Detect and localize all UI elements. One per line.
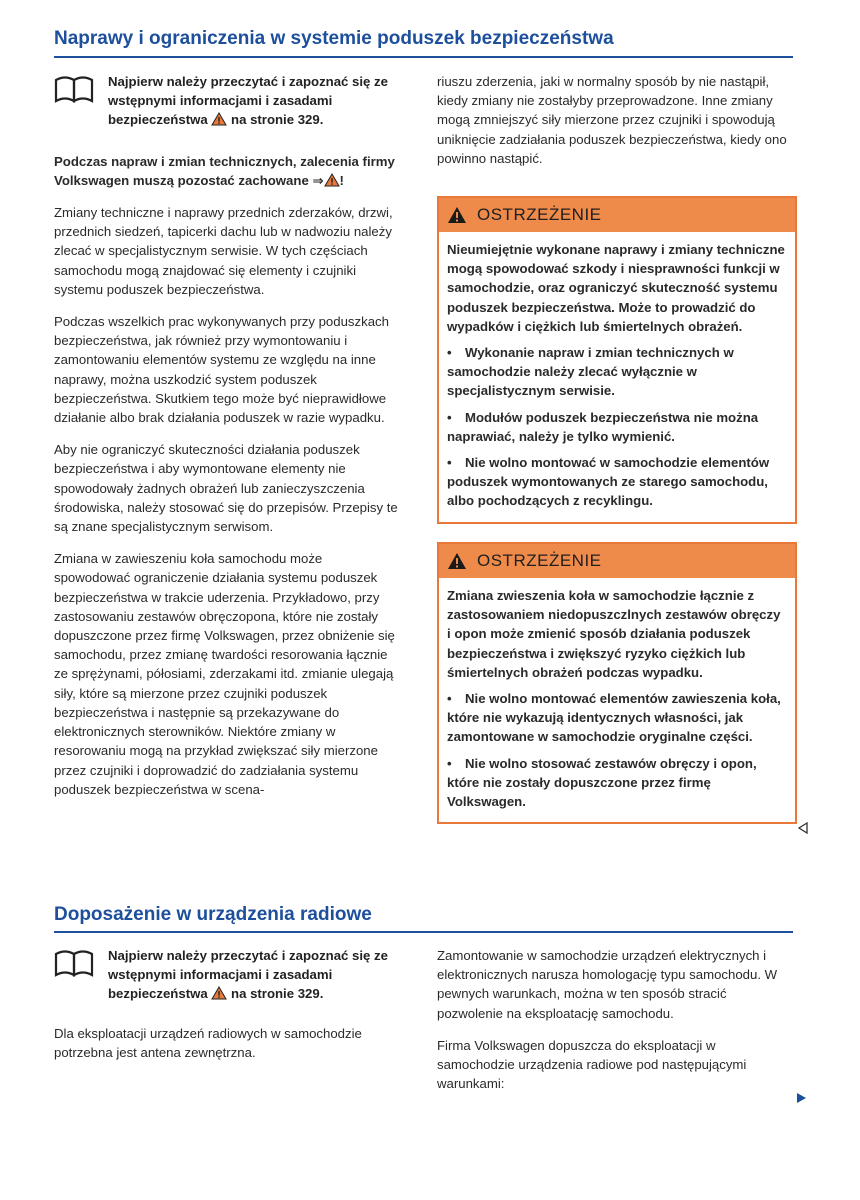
warning-bullet: • Nie wolno montować w samochodzie elementów poduszek wymontowanych ze starego samochodu, albo pochodzących z recyklingu. <box>447 455 770 509</box>
intro-text: Najpierw należy przeczytać i zapoznać się ze wstępnymi informacjami i zasadami bezpieczeństwa na stronie 329. <box>108 74 388 128</box>
right-column-text <box>437 72 793 181</box>
warning-bullet: • Nie wolno montować elementów zawieszenia koła, które nie wykazują identycznych własności, jak zamontowane w samochodzie oryginalne części. <box>447 691 781 745</box>
section-title-airbag-repairs: Naprawy i ograniczenia w systemie poduszek bezpieczeństwa <box>54 28 614 49</box>
warning-triangle-icon <box>211 986 227 1000</box>
paragraph-suspension: Zmiana w zawieszeniu koła samochodu może spowodować ograniczenie działania systemu poduszek bezpieczeństwa w trakcie uderzenia. Przykładowo, przy zastosowaniu zestawów obręczopona, które nie zostały dopuszczone przez firmę Volkswagen, przez obniżenie się samochodu, przez zmianę twardości resorowania łącznie ze sprężynami, półosiami, zderzakami itd. zmianie ulegają siły, które są mierzone przez czujniki poduszek bezpieczeństwa i następnie są przekazywane do elektronicznych sterowników. Niektóre zmiany w resorowaniu mogą na przykład zwiększać siły mierzone przez czujniki i doprowadzić do zadziałania systemu poduszek bezpieczeństwa w scena- <box>54 551 395 797</box>
warning-box-repairs <box>437 196 797 524</box>
warning-triangle-icon <box>447 552 467 570</box>
paragraph-airbag-work: Podczas wszelkich prac wykonywanych przy poduszkach bezpieczeństwa, jak również przy wymontowaniu i zamontowaniu elementów systemu ze względu na inne naprawy, można uszkodzić system poduszek bezpieczeństwa. Skutkiem tego może być nieprawidłowe działanie albo brak działania poduszek w razie wypadku. <box>54 314 389 426</box>
warning-main-text: Nieumiejętnie wykonane naprawy i zmiany techniczne mogą spowodować szkody i niesprawności funkcji w samochodzie, oraz ograniczyć skuteczność systemu poduszek bezpieczeństwa. Może to prowadzić do wypadków i ciężkich lub śmiertelnych obrażeń. <box>447 242 785 334</box>
paragraph-suspension-continued: riuszu zderzenia, jaki w normalny sposób by nie nastąpił, kiedy zmiany nie zostałyby przeprowadzone. Inne zmiany mogą zmniejszyć siły mierzone przez czujniki i spowodują uniknięcie zadziałania poduszek bezpieczeństwa, kiedy ono powinno nastąpić. <box>437 74 787 166</box>
title-rule <box>54 56 793 58</box>
intro-note <box>54 946 399 1004</box>
warning-bullet: • Modułów poduszek bezpieczeństwa nie można naprawiać, należy je tylko wymienić. <box>447 409 759 444</box>
page-reference-link[interactable]: na stronie 329. <box>231 986 324 1002</box>
lead-paragraph: Podczas napraw i zmian technicznych, zalecenia firmy Volkswagen muszą pozostać zachowane ⇒ ! <box>54 153 395 188</box>
warning-label: OSTRZEŻENIE <box>477 205 602 224</box>
warning-header <box>439 198 795 232</box>
page-reference-link[interactable]: na stronie 329. <box>231 112 324 128</box>
warning-body <box>439 232 795 522</box>
intro-note <box>54 72 399 130</box>
open-book-icon <box>54 948 94 978</box>
paragraph-body-repairs: Zmiany techniczne i naprawy przednich zderzaków, drzwi, przednich siedzeń, tapicerki dachu lub w nadwoziu należy zlecać w specjalistycznym serwisie. W tych częściach samochodu mogą znajdować się elementy i czujniki systemu poduszek bezpieczeństwa. <box>54 205 393 297</box>
left-column-section2 <box>54 946 399 1075</box>
warning-label: OSTRZEŻENIE <box>477 551 602 570</box>
paragraph-antenna: Dla eksploatacji urządzeń radiowych w samochodzie potrzebna jest antena zewnętrzna. <box>54 1025 362 1060</box>
warning-triangle-icon <box>324 173 340 187</box>
paragraph-conditions: Firma Volkswagen dopuszcza do eksploatacji w samochodzie urządzenia radiowe pod następującymi warunkami: <box>437 1037 747 1092</box>
open-book-icon <box>54 74 94 104</box>
right-column-section2 <box>437 946 793 1106</box>
warning-body <box>439 578 795 822</box>
warning-main-text: Zmiana zwieszenia koła w samochodzie łącznie z zastosowaniem niedopuszczlnych zestawów obręczy i opon może zmienić sposób działania poduszek bezpieczeństwa i zwiększyć ryzyko ciężkich lub śmiertelnych obrażeń podczas wypadku. <box>447 588 781 680</box>
paragraph-homologation: Zamontowanie w samochodzie urządzeń elektrycznych i elektronicznych narusza homologację typu samochodu. W pewnych warunkach, można w ten sposób stracić pozwolenie na eksploatację samochodu. <box>437 948 778 1021</box>
section-title-radio-equipment: Doposażenie w urządzenia radiowe <box>54 904 372 925</box>
warning-triangle-icon <box>211 112 227 126</box>
warning-header <box>439 544 795 578</box>
paragraph-regulations: Aby nie ograniczyć skuteczności działania poduszek bezpieczeństwa i aby wymontowane elementy nie spowodowały żadnych obrażeń lub zanieczyszczenia środowiska, należy stosować się do przepisów. Przepisy te są znane specjalistycznym serwisom. <box>54 442 398 535</box>
intro-text: Najpierw należy przeczytać i zapoznać się ze wstępnymi informacjami i zasadami bezpieczeństwa na stronie 329. <box>108 948 388 1002</box>
warning-bullet: • Nie wolno stosować zestawów obręczy i opon, które nie zostały dopuszczone przez firmę Volkswagen. <box>447 755 757 810</box>
warning-box-suspension <box>437 542 797 824</box>
back-arrow-icon[interactable] <box>797 822 809 834</box>
warning-bullet: • Wykonanie napraw i zmian technicznych w samochodzie należy zlecać wyłącznie w specjalistycznym serwisie. <box>447 345 734 399</box>
continue-arrow-icon[interactable] <box>795 1092 807 1104</box>
left-column <box>54 72 399 812</box>
warning-triangle-icon <box>447 206 467 224</box>
title-rule <box>54 931 793 933</box>
